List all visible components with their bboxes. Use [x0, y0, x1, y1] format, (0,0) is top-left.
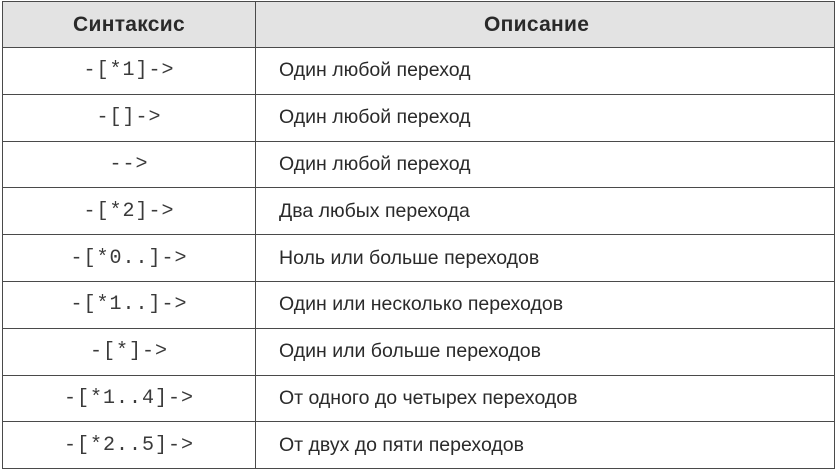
syntax-cell: -[*]-> [3, 328, 256, 375]
table-row [3, 375, 835, 422]
description-cell: Один или несколько переходов [256, 281, 835, 328]
description-cell: Один любой переход [256, 48, 835, 95]
table-row [3, 328, 835, 375]
description-cell: Один любой переход [256, 94, 835, 141]
syntax-cell: -[*2..5]-> [3, 422, 256, 469]
table-row [3, 281, 835, 328]
description-cell: От двух до пяти переходов [256, 422, 835, 469]
table-row [3, 235, 835, 282]
description-cell: Один любой переход [256, 141, 835, 188]
syntax-cell: -[*1]-> [3, 48, 256, 95]
syntax-column-header: Синтаксис [3, 2, 256, 48]
table-row [3, 422, 835, 469]
description-cell: Ноль или больше переходов [256, 235, 835, 282]
syntax-cell: -[*1..]-> [3, 281, 256, 328]
table-header [3, 2, 835, 48]
table-body [3, 48, 835, 469]
syntax-cell: -[]-> [3, 94, 256, 141]
description-cell: Два любых перехода [256, 188, 835, 235]
syntax-cell: --> [3, 141, 256, 188]
table-row [3, 188, 835, 235]
syntax-cell: -[*2]-> [3, 188, 256, 235]
table-row [3, 94, 835, 141]
syntax-cell: -[*0..]-> [3, 235, 256, 282]
description-cell: Один или больше переходов [256, 328, 835, 375]
syntax-table-container [2, 1, 834, 469]
syntax-table [2, 1, 835, 469]
header-row [3, 2, 835, 48]
description-cell: От одного до четырех переходов [256, 375, 835, 422]
table-row [3, 141, 835, 188]
description-column-header: Описание [256, 2, 835, 48]
syntax-cell: -[*1..4]-> [3, 375, 256, 422]
table-row [3, 48, 835, 95]
